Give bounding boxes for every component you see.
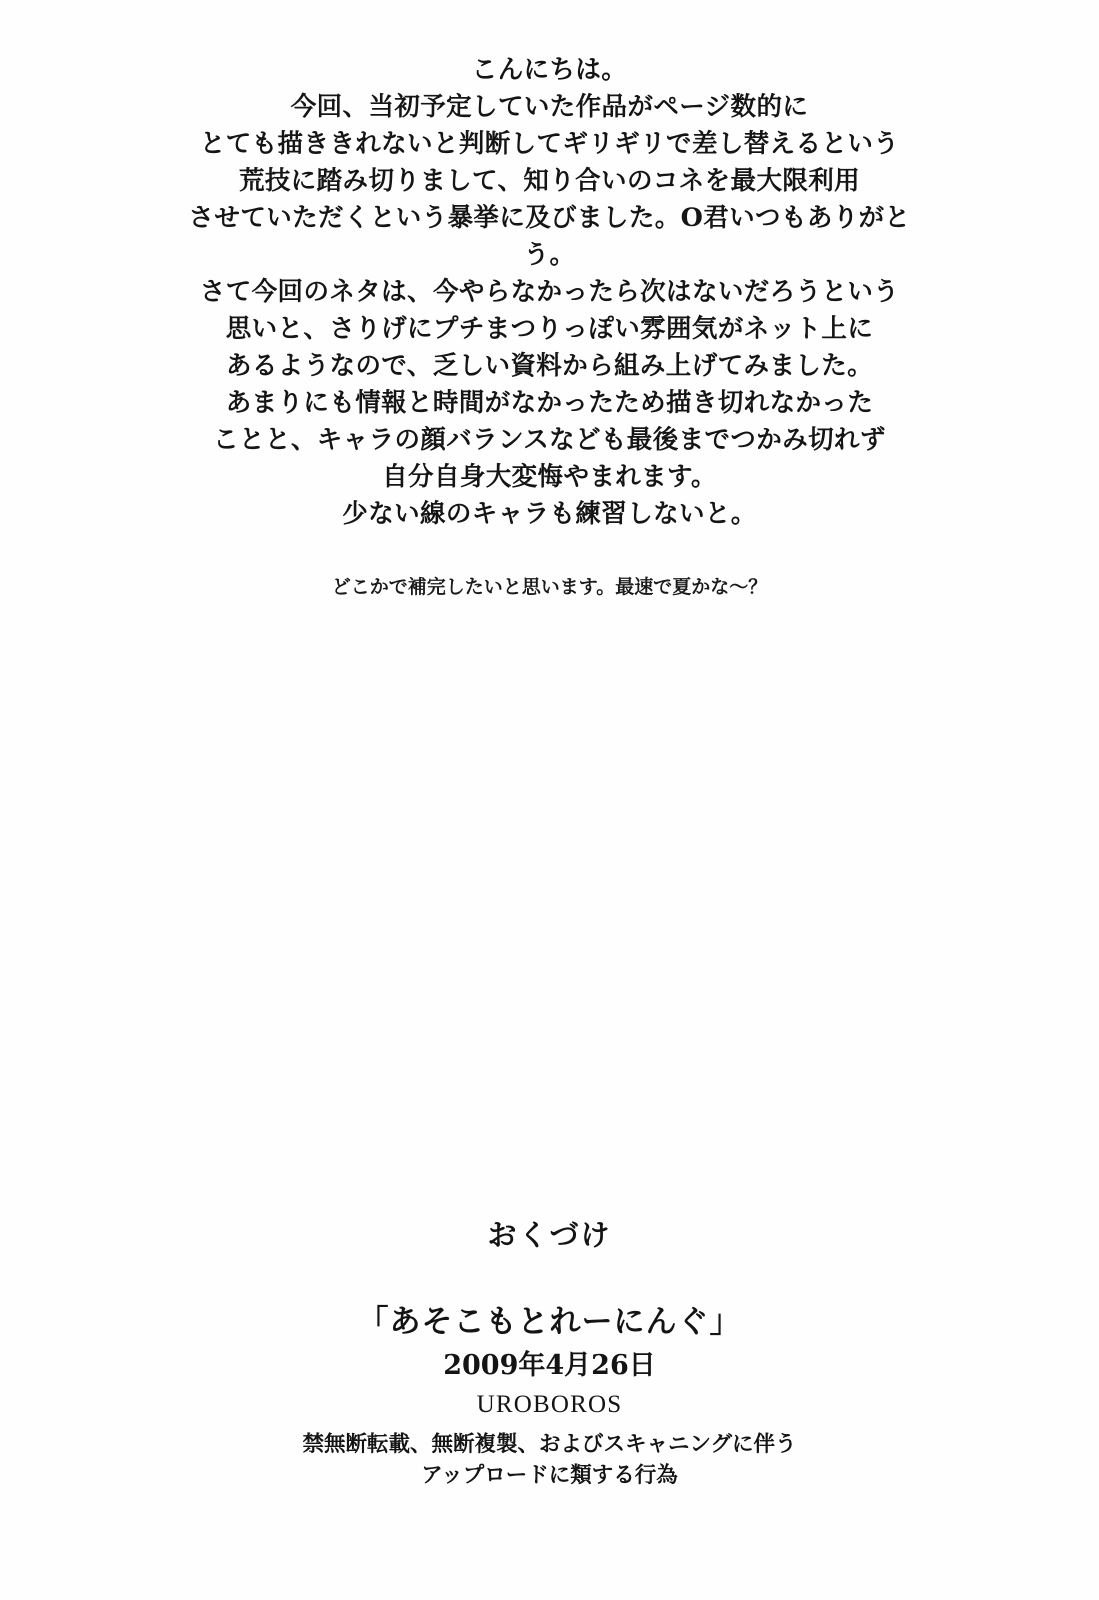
afterword-line: う。 [523, 240, 576, 270]
colophon-title: 「あそこもとれーにんぐ」 [357, 1304, 742, 1340]
afterword-line: させていただくという暴挙に及びました。O君いつもありがと [188, 203, 911, 233]
afterword-line: あるようなので、乏しい資料から組み上げてみました。 [226, 351, 873, 381]
colophon-heading: おくづけ [487, 1218, 612, 1252]
colophon-notice-line-2: アップロードに類する行為 [421, 1463, 678, 1488]
afterword-line: ことと、キャラの顔バランスなども最後までつかみ切れず [213, 425, 886, 455]
afterword-line: 荒技に踏み切りまして、知り合いのコネを最大限利用 [238, 166, 861, 196]
colophon-section [0, 1215, 1099, 1491]
colophon-circle-name: UROBOROS [476, 1391, 623, 1418]
afterword-line: とても描ききれないと判断してギリギリで差し替えるという [199, 129, 900, 159]
afterword-line: さて今回のネタは、今やらなかったら次はないだろうという [199, 277, 900, 307]
colophon-notice-line-1: 禁無断転載、無断複製、およびスキャニングに伴う [302, 1432, 797, 1457]
colophon-date: 2009年4月26日 [443, 1350, 656, 1381]
afterword-line: あまりにも情報と時間がなかったため描き切れなかった [225, 388, 874, 418]
afterword-note: どこかで補完したいと思います。最速で夏かな～？ [331, 576, 768, 598]
afterword-line: 少ない線のキャラも練習しないと。 [342, 499, 757, 529]
afterword-line: 今回、当初予定していた作品がページ数的に [290, 92, 809, 122]
afterword-line: 自分自身大変悔やまれます。 [382, 462, 717, 492]
afterword-line: こんにちは。 [471, 55, 628, 85]
afterword-section [0, 52, 1099, 601]
afterword-line: 思いと、さりげにプチまつりっぽい雰囲気がネット上に [225, 314, 874, 344]
